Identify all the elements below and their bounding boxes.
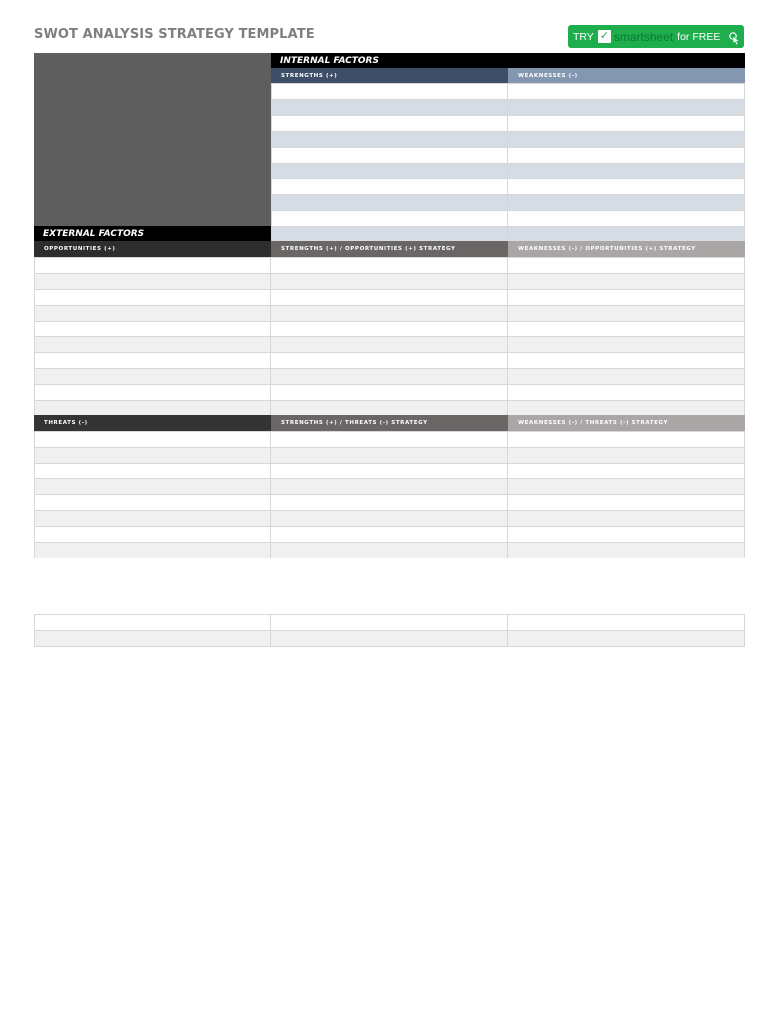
opportunities-cell[interactable] <box>34 306 271 321</box>
so-strategy-header: STRENGTHS (+) / OPPORTUNITIES (+) STRATEGY <box>271 241 508 257</box>
wo-strategy-cell[interactable] <box>508 322 745 336</box>
weaknesses-cell[interactable] <box>508 84 745 99</box>
wt-strategy-cell[interactable] <box>508 464 745 478</box>
table-row <box>271 115 745 131</box>
threats-cell[interactable] <box>34 464 271 478</box>
table-row <box>34 321 745 336</box>
weaknesses-cell[interactable] <box>508 148 745 163</box>
wt-strategy-cell[interactable] <box>508 543 745 558</box>
wo-strategy-cell[interactable] <box>508 306 745 321</box>
so-strategy-cell[interactable] <box>271 322 508 336</box>
table-row <box>271 210 745 226</box>
strengths-cell[interactable] <box>271 164 508 178</box>
table-row <box>34 368 745 384</box>
threats-cell[interactable] <box>34 543 271 558</box>
wt-strategy-cell[interactable] <box>508 511 745 526</box>
st-strategy-cell[interactable] <box>271 479 508 494</box>
weaknesses-cell[interactable] <box>508 132 745 147</box>
strengths-cell[interactable] <box>271 116 508 131</box>
wo-strategy-cell[interactable] <box>508 353 745 368</box>
strengths-cell[interactable] <box>271 179 508 194</box>
weaknesses-header: WEAKNESSES (-) <box>508 68 745 83</box>
extra-grid <box>34 614 745 647</box>
strengths-cell[interactable] <box>271 195 508 210</box>
extra-cell[interactable] <box>34 615 271 630</box>
opportunities-cell[interactable] <box>34 258 271 273</box>
weaknesses-cell[interactable] <box>508 211 745 226</box>
swot-corner-block <box>34 53 271 226</box>
wo-strategy-cell[interactable] <box>508 385 745 400</box>
table-row <box>271 163 745 178</box>
extra-cell[interactable] <box>271 615 508 630</box>
table-row <box>34 384 745 400</box>
so-strategy-cell[interactable] <box>271 385 508 400</box>
table-row <box>271 131 745 147</box>
so-strategy-cell[interactable] <box>271 401 508 415</box>
table-row <box>271 178 745 194</box>
pointer-hand-icon <box>729 32 741 46</box>
so-strategy-cell[interactable] <box>271 258 508 273</box>
strengths-cell[interactable] <box>271 84 508 99</box>
st-strategy-cell[interactable] <box>271 511 508 526</box>
table-row <box>34 526 745 542</box>
table-row <box>34 510 745 526</box>
checkmark-icon: ✓ <box>599 30 609 42</box>
st-strategy-cell[interactable] <box>271 432 508 447</box>
table-row <box>34 478 745 494</box>
wt-strategy-cell[interactable] <box>508 479 745 494</box>
table-row <box>271 147 745 163</box>
table-row <box>271 99 745 115</box>
st-strategy-cell[interactable] <box>271 543 508 558</box>
table-row <box>34 352 745 368</box>
st-strategy-cell[interactable] <box>271 495 508 510</box>
weaknesses-cell[interactable] <box>508 100 745 115</box>
strengths-header: STRENGTHS (+) <box>271 68 508 83</box>
try-smartsheet-button[interactable] <box>568 25 744 48</box>
opportunities-cell[interactable] <box>34 353 271 368</box>
threats-cell[interactable] <box>34 479 271 494</box>
threats-cell[interactable] <box>34 432 271 447</box>
extra-cell[interactable] <box>271 631 508 646</box>
table-row <box>34 289 745 305</box>
threats-grid <box>34 431 745 558</box>
weaknesses-cell[interactable] <box>508 195 745 210</box>
weaknesses-cell[interactable] <box>508 116 745 131</box>
strengths-cell[interactable] <box>271 227 508 241</box>
table-row <box>34 336 745 352</box>
threats-header: THREATS (-) <box>34 415 271 431</box>
internal-factors-header: INTERNAL FACTORS <box>271 53 745 68</box>
extra-cell[interactable] <box>508 615 745 630</box>
opportunities-grid <box>34 257 745 415</box>
internal-factors-grid <box>271 83 745 241</box>
table-row <box>34 431 745 447</box>
cta-suffix-label: for FREE <box>677 30 721 43</box>
wo-strategy-cell[interactable] <box>508 290 745 305</box>
strengths-cell[interactable] <box>271 100 508 115</box>
extra-cell[interactable] <box>508 631 745 646</box>
weaknesses-cell[interactable] <box>508 227 745 241</box>
page-title: SWOT ANALYSIS STRATEGY TEMPLATE <box>34 27 315 42</box>
threats-cell[interactable] <box>34 511 271 526</box>
weaknesses-cell[interactable] <box>508 179 745 194</box>
wt-strategy-cell[interactable] <box>508 448 745 463</box>
table-row <box>34 273 745 289</box>
opportunities-cell[interactable] <box>34 369 271 384</box>
threats-cell[interactable] <box>34 495 271 510</box>
st-strategy-cell[interactable] <box>271 464 508 478</box>
opportunities-cell[interactable] <box>34 274 271 289</box>
table-row <box>34 542 745 558</box>
table-row <box>34 400 745 415</box>
so-strategy-cell[interactable] <box>271 369 508 384</box>
table-row <box>271 226 745 241</box>
wt-strategy-cell[interactable] <box>508 527 745 542</box>
threats-cell[interactable] <box>34 527 271 542</box>
wo-strategy-cell[interactable] <box>508 337 745 352</box>
so-strategy-cell[interactable] <box>271 274 508 289</box>
table-row <box>34 463 745 478</box>
opportunities-cell[interactable] <box>34 322 271 336</box>
table-row <box>34 257 745 273</box>
table-row <box>271 194 745 210</box>
opportunities-cell[interactable] <box>34 290 271 305</box>
so-strategy-cell[interactable] <box>271 306 508 321</box>
so-strategy-cell[interactable] <box>271 337 508 352</box>
threats-cell[interactable] <box>34 448 271 463</box>
table-row <box>34 305 745 321</box>
st-strategy-cell[interactable] <box>271 448 508 463</box>
wo-strategy-cell[interactable] <box>508 401 745 415</box>
extra-cell[interactable] <box>34 631 271 646</box>
wt-strategy-cell[interactable] <box>508 495 745 510</box>
opportunities-cell[interactable] <box>34 401 271 415</box>
wt-strategy-header: WEAKNESSES (-) / THREATS (-) STRATEGY <box>508 415 745 431</box>
cta-brand-label: smartsheet <box>613 29 674 44</box>
so-strategy-cell[interactable] <box>271 353 508 368</box>
table-row <box>34 447 745 463</box>
external-factors-header: EXTERNAL FACTORS <box>34 226 271 241</box>
wo-strategy-header: WEAKNESSES (-) / OPPORTUNITIES (+) STRATEGY <box>508 241 745 257</box>
st-strategy-header: STRENGTHS (+) / THREATS (-) STRATEGY <box>271 415 508 431</box>
opportunities-header: OPPORTUNITIES (+) <box>34 241 271 257</box>
wo-strategy-cell[interactable] <box>508 369 745 384</box>
strengths-cell[interactable] <box>271 211 508 226</box>
table-row <box>34 630 745 646</box>
strengths-cell[interactable] <box>271 132 508 147</box>
wo-strategy-cell[interactable] <box>508 274 745 289</box>
opportunities-cell[interactable] <box>34 337 271 352</box>
cta-try-label: TRY <box>573 30 594 43</box>
table-row <box>271 83 745 99</box>
opportunities-cell[interactable] <box>34 385 271 400</box>
wt-strategy-cell[interactable] <box>508 432 745 447</box>
wo-strategy-cell[interactable] <box>508 258 745 273</box>
table-row <box>34 614 745 630</box>
st-strategy-cell[interactable] <box>271 527 508 542</box>
so-strategy-cell[interactable] <box>271 290 508 305</box>
strengths-cell[interactable] <box>271 148 508 163</box>
weaknesses-cell[interactable] <box>508 164 745 178</box>
table-row <box>34 494 745 510</box>
